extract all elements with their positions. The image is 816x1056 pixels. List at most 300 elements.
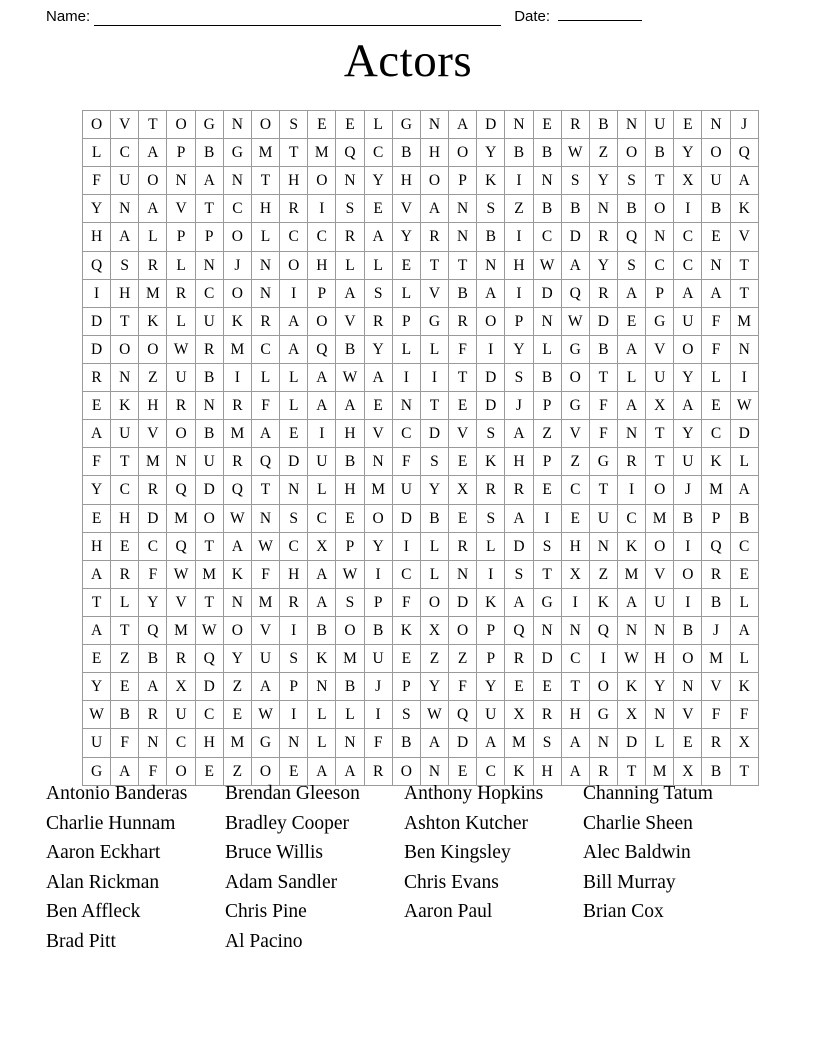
grid-cell[interactable]: R bbox=[223, 448, 251, 476]
grid-cell[interactable]: S bbox=[111, 251, 139, 279]
grid-cell[interactable]: S bbox=[364, 279, 392, 307]
grid-cell[interactable]: I bbox=[674, 588, 702, 616]
grid-cell[interactable]: A bbox=[83, 616, 111, 644]
grid-cell[interactable]: E bbox=[336, 504, 364, 532]
word-list-item[interactable]: Aaron Eckhart bbox=[46, 842, 161, 864]
grid-cell[interactable]: Z bbox=[139, 363, 167, 391]
grid-cell[interactable]: U bbox=[674, 307, 702, 335]
grid-cell[interactable]: U bbox=[251, 645, 279, 673]
grid-cell[interactable]: U bbox=[477, 701, 505, 729]
grid-cell[interactable]: G bbox=[223, 139, 251, 167]
grid-cell[interactable]: I bbox=[674, 195, 702, 223]
grid-cell[interactable]: L bbox=[139, 223, 167, 251]
grid-cell[interactable]: L bbox=[308, 701, 336, 729]
grid-cell[interactable]: M bbox=[139, 279, 167, 307]
grid-cell[interactable]: B bbox=[561, 195, 589, 223]
grid-cell[interactable]: A bbox=[83, 420, 111, 448]
grid-cell[interactable]: Q bbox=[195, 645, 223, 673]
grid-cell[interactable]: I bbox=[280, 616, 308, 644]
grid-cell[interactable]: L bbox=[617, 363, 645, 391]
grid-cell[interactable]: Q bbox=[449, 701, 477, 729]
grid-cell[interactable]: Y bbox=[674, 363, 702, 391]
grid-cell[interactable]: C bbox=[730, 532, 758, 560]
grid-cell[interactable]: I bbox=[308, 420, 336, 448]
grid-cell[interactable]: D bbox=[533, 645, 561, 673]
grid-cell[interactable]: Y bbox=[674, 139, 702, 167]
grid-cell[interactable]: W bbox=[167, 335, 195, 363]
grid-cell[interactable]: P bbox=[308, 279, 336, 307]
grid-cell[interactable]: O bbox=[223, 223, 251, 251]
grid-cell[interactable]: A bbox=[308, 392, 336, 420]
grid-cell[interactable]: H bbox=[505, 448, 533, 476]
grid-cell[interactable]: M bbox=[223, 420, 251, 448]
grid-cell[interactable]: Q bbox=[589, 616, 617, 644]
grid-cell[interactable]: D bbox=[392, 504, 420, 532]
grid-cell[interactable]: N bbox=[477, 251, 505, 279]
grid-cell[interactable]: D bbox=[617, 729, 645, 757]
grid-cell[interactable]: N bbox=[589, 729, 617, 757]
grid-cell[interactable]: B bbox=[195, 363, 223, 391]
grid-cell[interactable]: N bbox=[617, 111, 645, 139]
grid-cell[interactable]: R bbox=[702, 729, 730, 757]
grid-cell[interactable]: V bbox=[167, 195, 195, 223]
word-list-item[interactable]: Anthony Hopkins bbox=[404, 783, 544, 804]
grid-cell[interactable]: Q bbox=[702, 532, 730, 560]
grid-cell[interactable]: E bbox=[111, 532, 139, 560]
grid-cell[interactable]: S bbox=[617, 167, 645, 195]
grid-cell[interactable]: H bbox=[251, 195, 279, 223]
grid-cell[interactable]: S bbox=[505, 560, 533, 588]
grid-cell[interactable]: T bbox=[111, 448, 139, 476]
grid-cell[interactable]: N bbox=[533, 616, 561, 644]
grid-cell[interactable]: T bbox=[730, 757, 758, 785]
grid-cell[interactable]: B bbox=[505, 139, 533, 167]
grid-cell[interactable]: Q bbox=[139, 616, 167, 644]
grid-cell[interactable]: V bbox=[111, 111, 139, 139]
grid-cell[interactable]: E bbox=[111, 673, 139, 701]
grid-cell[interactable]: H bbox=[561, 532, 589, 560]
grid-cell[interactable]: S bbox=[505, 363, 533, 391]
grid-cell[interactable]: I bbox=[392, 532, 420, 560]
grid-cell[interactable]: P bbox=[167, 223, 195, 251]
grid-cell[interactable]: C bbox=[617, 504, 645, 532]
grid-cell[interactable]: O bbox=[167, 111, 195, 139]
grid-cell[interactable]: I bbox=[589, 645, 617, 673]
grid-cell[interactable]: R bbox=[589, 279, 617, 307]
grid-cell[interactable]: C bbox=[392, 420, 420, 448]
grid-cell[interactable]: B bbox=[533, 139, 561, 167]
grid-cell[interactable]: S bbox=[420, 448, 448, 476]
grid-cell[interactable]: Y bbox=[589, 167, 617, 195]
grid-cell[interactable]: B bbox=[111, 701, 139, 729]
grid-cell[interactable]: L bbox=[392, 335, 420, 363]
grid-cell[interactable]: E bbox=[364, 195, 392, 223]
grid-cell[interactable]: K bbox=[589, 588, 617, 616]
grid-cell[interactable]: T bbox=[646, 167, 674, 195]
grid-cell[interactable]: L bbox=[336, 701, 364, 729]
grid-cell[interactable]: R bbox=[280, 588, 308, 616]
grid-cell[interactable]: A bbox=[308, 588, 336, 616]
grid-cell[interactable]: H bbox=[139, 392, 167, 420]
grid-cell[interactable]: U bbox=[589, 504, 617, 532]
grid-cell[interactable]: C bbox=[392, 560, 420, 588]
grid-cell[interactable]: V bbox=[646, 560, 674, 588]
grid-cell[interactable]: L bbox=[702, 363, 730, 391]
grid-cell[interactable]: N bbox=[449, 560, 477, 588]
grid-cell[interactable]: U bbox=[195, 448, 223, 476]
grid-cell[interactable]: L bbox=[83, 139, 111, 167]
grid-cell[interactable]: A bbox=[308, 363, 336, 391]
grid-cell[interactable]: A bbox=[449, 111, 477, 139]
grid-cell[interactable]: G bbox=[251, 729, 279, 757]
grid-cell[interactable]: B bbox=[533, 363, 561, 391]
grid-cell[interactable]: B bbox=[646, 139, 674, 167]
grid-cell[interactable]: M bbox=[702, 645, 730, 673]
grid-cell[interactable]: O bbox=[111, 335, 139, 363]
word-list-item[interactable]: Charlie Hunnam bbox=[46, 812, 176, 834]
grid-cell[interactable]: Z bbox=[589, 139, 617, 167]
grid-cell[interactable]: D bbox=[730, 420, 758, 448]
grid-cell[interactable]: E bbox=[280, 757, 308, 785]
grid-cell[interactable]: A bbox=[617, 279, 645, 307]
grid-cell[interactable]: F bbox=[251, 392, 279, 420]
grid-cell[interactable]: E bbox=[674, 729, 702, 757]
word-list-item[interactable]: Ben Affleck bbox=[46, 901, 141, 923]
grid-cell[interactable]: H bbox=[336, 476, 364, 504]
grid-cell[interactable]: A bbox=[223, 532, 251, 560]
grid-cell[interactable]: N bbox=[702, 111, 730, 139]
grid-cell[interactable]: X bbox=[561, 560, 589, 588]
grid-cell[interactable]: X bbox=[730, 729, 758, 757]
grid-cell[interactable]: O bbox=[223, 279, 251, 307]
grid-cell[interactable]: S bbox=[477, 504, 505, 532]
grid-cell[interactable]: B bbox=[449, 279, 477, 307]
grid-cell[interactable]: F bbox=[449, 673, 477, 701]
grid-cell[interactable]: O bbox=[251, 757, 279, 785]
grid-cell[interactable]: B bbox=[336, 673, 364, 701]
grid-cell[interactable]: L bbox=[364, 251, 392, 279]
grid-cell[interactable]: T bbox=[251, 167, 279, 195]
grid-cell[interactable]: D bbox=[83, 335, 111, 363]
grid-cell[interactable]: K bbox=[730, 673, 758, 701]
grid-cell[interactable]: G bbox=[589, 448, 617, 476]
grid-cell[interactable]: Y bbox=[420, 673, 448, 701]
grid-cell[interactable]: R bbox=[505, 476, 533, 504]
grid-cell[interactable]: V bbox=[702, 673, 730, 701]
grid-cell[interactable]: T bbox=[589, 363, 617, 391]
grid-cell[interactable]: E bbox=[83, 392, 111, 420]
word-list-item[interactable]: Bill Murray bbox=[583, 871, 676, 893]
grid-cell[interactable]: E bbox=[83, 504, 111, 532]
grid-cell[interactable]: W bbox=[223, 504, 251, 532]
grid-cell[interactable]: F bbox=[702, 335, 730, 363]
grid-cell[interactable]: U bbox=[364, 645, 392, 673]
grid-cell[interactable]: L bbox=[251, 223, 279, 251]
grid-cell[interactable]: M bbox=[646, 757, 674, 785]
grid-cell[interactable]: P bbox=[195, 223, 223, 251]
grid-cell[interactable]: C bbox=[251, 335, 279, 363]
grid-cell[interactable]: J bbox=[223, 251, 251, 279]
grid-cell[interactable]: H bbox=[392, 167, 420, 195]
grid-cell[interactable]: K bbox=[505, 757, 533, 785]
grid-cell[interactable]: Q bbox=[617, 223, 645, 251]
grid-cell[interactable]: P bbox=[533, 448, 561, 476]
grid-cell[interactable]: M bbox=[139, 448, 167, 476]
grid-cell[interactable]: Y bbox=[392, 223, 420, 251]
grid-cell[interactable]: F bbox=[730, 701, 758, 729]
grid-cell[interactable]: B bbox=[589, 335, 617, 363]
grid-cell[interactable]: W bbox=[617, 645, 645, 673]
grid-cell[interactable]: M bbox=[364, 476, 392, 504]
grid-cell[interactable]: K bbox=[308, 645, 336, 673]
grid-cell[interactable]: V bbox=[167, 588, 195, 616]
grid-cell[interactable]: N bbox=[167, 448, 195, 476]
grid-cell[interactable]: E bbox=[83, 645, 111, 673]
grid-cell[interactable]: O bbox=[167, 757, 195, 785]
grid-cell[interactable]: B bbox=[702, 195, 730, 223]
grid-cell[interactable]: R bbox=[533, 701, 561, 729]
grid-cell[interactable]: D bbox=[561, 223, 589, 251]
grid-cell[interactable]: O bbox=[139, 335, 167, 363]
grid-cell[interactable]: D bbox=[420, 420, 448, 448]
grid-cell[interactable]: Y bbox=[589, 251, 617, 279]
grid-cell[interactable]: O bbox=[702, 139, 730, 167]
grid-cell[interactable]: C bbox=[280, 223, 308, 251]
grid-cell[interactable]: R bbox=[111, 560, 139, 588]
grid-cell[interactable]: S bbox=[533, 729, 561, 757]
grid-cell[interactable]: N bbox=[449, 195, 477, 223]
grid-cell[interactable]: A bbox=[617, 392, 645, 420]
grid-cell[interactable]: L bbox=[477, 532, 505, 560]
grid-cell[interactable]: A bbox=[561, 757, 589, 785]
grid-cell[interactable]: A bbox=[336, 757, 364, 785]
grid-cell[interactable]: L bbox=[167, 251, 195, 279]
grid-cell[interactable]: G bbox=[561, 335, 589, 363]
grid-cell[interactable]: K bbox=[392, 616, 420, 644]
grid-cell[interactable]: S bbox=[280, 645, 308, 673]
grid-cell[interactable]: O bbox=[280, 251, 308, 279]
grid-cell[interactable]: N bbox=[308, 673, 336, 701]
grid-cell[interactable]: O bbox=[251, 111, 279, 139]
grid-cell[interactable]: W bbox=[561, 139, 589, 167]
grid-cell[interactable]: B bbox=[308, 616, 336, 644]
grid-cell[interactable]: I bbox=[280, 279, 308, 307]
grid-cell[interactable]: M bbox=[167, 616, 195, 644]
grid-cell[interactable]: G bbox=[533, 588, 561, 616]
grid-cell[interactable]: N bbox=[251, 251, 279, 279]
grid-cell[interactable]: N bbox=[589, 195, 617, 223]
word-list-item[interactable]: Bruce Willis bbox=[225, 842, 323, 864]
grid-cell[interactable]: U bbox=[167, 701, 195, 729]
grid-cell[interactable]: X bbox=[308, 532, 336, 560]
grid-cell[interactable]: R bbox=[477, 476, 505, 504]
grid-cell[interactable]: O bbox=[308, 307, 336, 335]
grid-cell[interactable]: A bbox=[702, 279, 730, 307]
grid-cell[interactable]: Z bbox=[111, 645, 139, 673]
grid-cell[interactable]: A bbox=[336, 392, 364, 420]
grid-cell[interactable]: M bbox=[251, 588, 279, 616]
grid-cell[interactable]: Z bbox=[589, 560, 617, 588]
grid-cell[interactable]: P bbox=[505, 307, 533, 335]
grid-cell[interactable]: P bbox=[477, 645, 505, 673]
grid-cell[interactable]: Y bbox=[83, 673, 111, 701]
grid-cell[interactable]: H bbox=[561, 701, 589, 729]
grid-cell[interactable]: M bbox=[702, 476, 730, 504]
word-list-item[interactable]: Bradley Cooper bbox=[225, 812, 350, 834]
grid-cell[interactable]: N bbox=[420, 111, 448, 139]
grid-cell[interactable]: A bbox=[364, 363, 392, 391]
grid-cell[interactable]: N bbox=[251, 279, 279, 307]
grid-cell[interactable]: P bbox=[702, 504, 730, 532]
grid-cell[interactable]: V bbox=[336, 307, 364, 335]
grid-cell[interactable]: Z bbox=[420, 645, 448, 673]
grid-cell[interactable]: D bbox=[505, 532, 533, 560]
grid-cell[interactable]: D bbox=[139, 504, 167, 532]
grid-cell[interactable]: M bbox=[195, 560, 223, 588]
grid-cell[interactable]: N bbox=[589, 532, 617, 560]
grid-cell[interactable]: Z bbox=[449, 645, 477, 673]
grid-cell[interactable]: L bbox=[308, 729, 336, 757]
grid-cell[interactable]: W bbox=[730, 392, 758, 420]
grid-cell[interactable]: N bbox=[420, 757, 448, 785]
grid-cell[interactable]: N bbox=[533, 307, 561, 335]
grid-cell[interactable]: R bbox=[139, 701, 167, 729]
word-list-item[interactable]: Brad Pitt bbox=[46, 930, 116, 952]
grid-cell[interactable]: A bbox=[195, 167, 223, 195]
grid-cell[interactable]: V bbox=[364, 420, 392, 448]
grid-cell[interactable]: S bbox=[533, 532, 561, 560]
grid-cell[interactable]: D bbox=[195, 476, 223, 504]
grid-cell[interactable]: E bbox=[533, 111, 561, 139]
grid-cell[interactable]: T bbox=[111, 307, 139, 335]
grid-cell[interactable]: A bbox=[505, 504, 533, 532]
grid-cell[interactable]: E bbox=[392, 251, 420, 279]
grid-cell[interactable]: V bbox=[251, 616, 279, 644]
grid-cell[interactable]: R bbox=[561, 111, 589, 139]
grid-cell[interactable]: E bbox=[195, 757, 223, 785]
grid-cell[interactable]: O bbox=[617, 139, 645, 167]
grid-cell[interactable]: W bbox=[251, 532, 279, 560]
grid-cell[interactable]: O bbox=[646, 532, 674, 560]
grid-cell[interactable]: X bbox=[505, 701, 533, 729]
grid-cell[interactable]: D bbox=[477, 392, 505, 420]
grid-cell[interactable]: M bbox=[646, 504, 674, 532]
grid-cell[interactable]: U bbox=[392, 476, 420, 504]
grid-cell[interactable]: F bbox=[449, 335, 477, 363]
grid-cell[interactable]: R bbox=[336, 223, 364, 251]
grid-cell[interactable]: N bbox=[336, 729, 364, 757]
grid-cell[interactable]: A bbox=[730, 476, 758, 504]
grid-cell[interactable]: G bbox=[561, 392, 589, 420]
grid-cell[interactable]: L bbox=[251, 363, 279, 391]
grid-cell[interactable]: K bbox=[477, 588, 505, 616]
grid-cell[interactable]: W bbox=[195, 616, 223, 644]
grid-cell[interactable]: Y bbox=[364, 335, 392, 363]
grid-cell[interactable]: A bbox=[83, 560, 111, 588]
grid-cell[interactable]: N bbox=[392, 392, 420, 420]
grid-cell[interactable]: S bbox=[392, 701, 420, 729]
grid-cell[interactable]: K bbox=[223, 307, 251, 335]
grid-cell[interactable]: V bbox=[561, 420, 589, 448]
grid-cell[interactable]: W bbox=[336, 363, 364, 391]
grid-cell[interactable]: C bbox=[111, 476, 139, 504]
grid-cell[interactable]: A bbox=[139, 195, 167, 223]
grid-cell[interactable]: R bbox=[139, 251, 167, 279]
grid-cell[interactable]: F bbox=[589, 420, 617, 448]
grid-cell[interactable]: L bbox=[730, 588, 758, 616]
grid-cell[interactable]: B bbox=[533, 195, 561, 223]
grid-cell[interactable]: L bbox=[308, 476, 336, 504]
grid-cell[interactable]: C bbox=[674, 251, 702, 279]
grid-cell[interactable]: Y bbox=[646, 673, 674, 701]
grid-cell[interactable]: A bbox=[251, 420, 279, 448]
grid-cell[interactable]: A bbox=[505, 588, 533, 616]
grid-cell[interactable]: D bbox=[477, 111, 505, 139]
grid-cell[interactable]: L bbox=[646, 729, 674, 757]
grid-cell[interactable]: X bbox=[420, 616, 448, 644]
grid-cell[interactable]: R bbox=[83, 363, 111, 391]
grid-cell[interactable]: L bbox=[730, 448, 758, 476]
grid-cell[interactable]: F bbox=[83, 167, 111, 195]
grid-cell[interactable]: L bbox=[420, 532, 448, 560]
grid-cell[interactable]: N bbox=[223, 111, 251, 139]
grid-cell[interactable]: I bbox=[308, 195, 336, 223]
grid-cell[interactable]: A bbox=[308, 757, 336, 785]
grid-cell[interactable]: X bbox=[449, 476, 477, 504]
grid-cell[interactable]: V bbox=[420, 279, 448, 307]
grid-cell[interactable]: W bbox=[167, 560, 195, 588]
grid-cell[interactable]: B bbox=[730, 504, 758, 532]
grid-cell[interactable]: H bbox=[505, 251, 533, 279]
grid-cell[interactable]: Z bbox=[223, 673, 251, 701]
grid-cell[interactable]: N bbox=[167, 167, 195, 195]
grid-cell[interactable]: P bbox=[646, 279, 674, 307]
grid-cell[interactable]: F bbox=[364, 729, 392, 757]
grid-cell[interactable]: H bbox=[646, 645, 674, 673]
grid-cell[interactable]: G bbox=[83, 757, 111, 785]
grid-cell[interactable]: P bbox=[392, 673, 420, 701]
grid-cell[interactable]: V bbox=[392, 195, 420, 223]
grid-cell[interactable]: H bbox=[83, 532, 111, 560]
grid-cell[interactable]: N bbox=[280, 476, 308, 504]
grid-cell[interactable]: I bbox=[505, 167, 533, 195]
grid-cell[interactable]: M bbox=[336, 645, 364, 673]
grid-cell[interactable]: H bbox=[111, 279, 139, 307]
grid-cell[interactable]: L bbox=[280, 363, 308, 391]
grid-cell[interactable]: N bbox=[674, 673, 702, 701]
grid-cell[interactable]: E bbox=[702, 392, 730, 420]
grid-cell[interactable]: M bbox=[251, 139, 279, 167]
grid-cell[interactable]: I bbox=[533, 504, 561, 532]
grid-cell[interactable]: F bbox=[139, 757, 167, 785]
grid-cell[interactable]: E bbox=[730, 560, 758, 588]
grid-cell[interactable]: T bbox=[420, 251, 448, 279]
grid-cell[interactable]: Y bbox=[223, 645, 251, 673]
grid-cell[interactable]: B bbox=[477, 223, 505, 251]
grid-cell[interactable]: I bbox=[364, 560, 392, 588]
grid-cell[interactable]: T bbox=[730, 279, 758, 307]
grid-cell[interactable]: A bbox=[561, 251, 589, 279]
grid-cell[interactable]: I bbox=[730, 363, 758, 391]
grid-cell[interactable]: O bbox=[308, 167, 336, 195]
grid-cell[interactable]: P bbox=[449, 167, 477, 195]
grid-cell[interactable]: Y bbox=[364, 532, 392, 560]
grid-cell[interactable]: M bbox=[223, 729, 251, 757]
grid-cell[interactable]: E bbox=[702, 223, 730, 251]
grid-cell[interactable]: N bbox=[251, 504, 279, 532]
grid-cell[interactable]: N bbox=[223, 588, 251, 616]
grid-cell[interactable]: O bbox=[364, 504, 392, 532]
